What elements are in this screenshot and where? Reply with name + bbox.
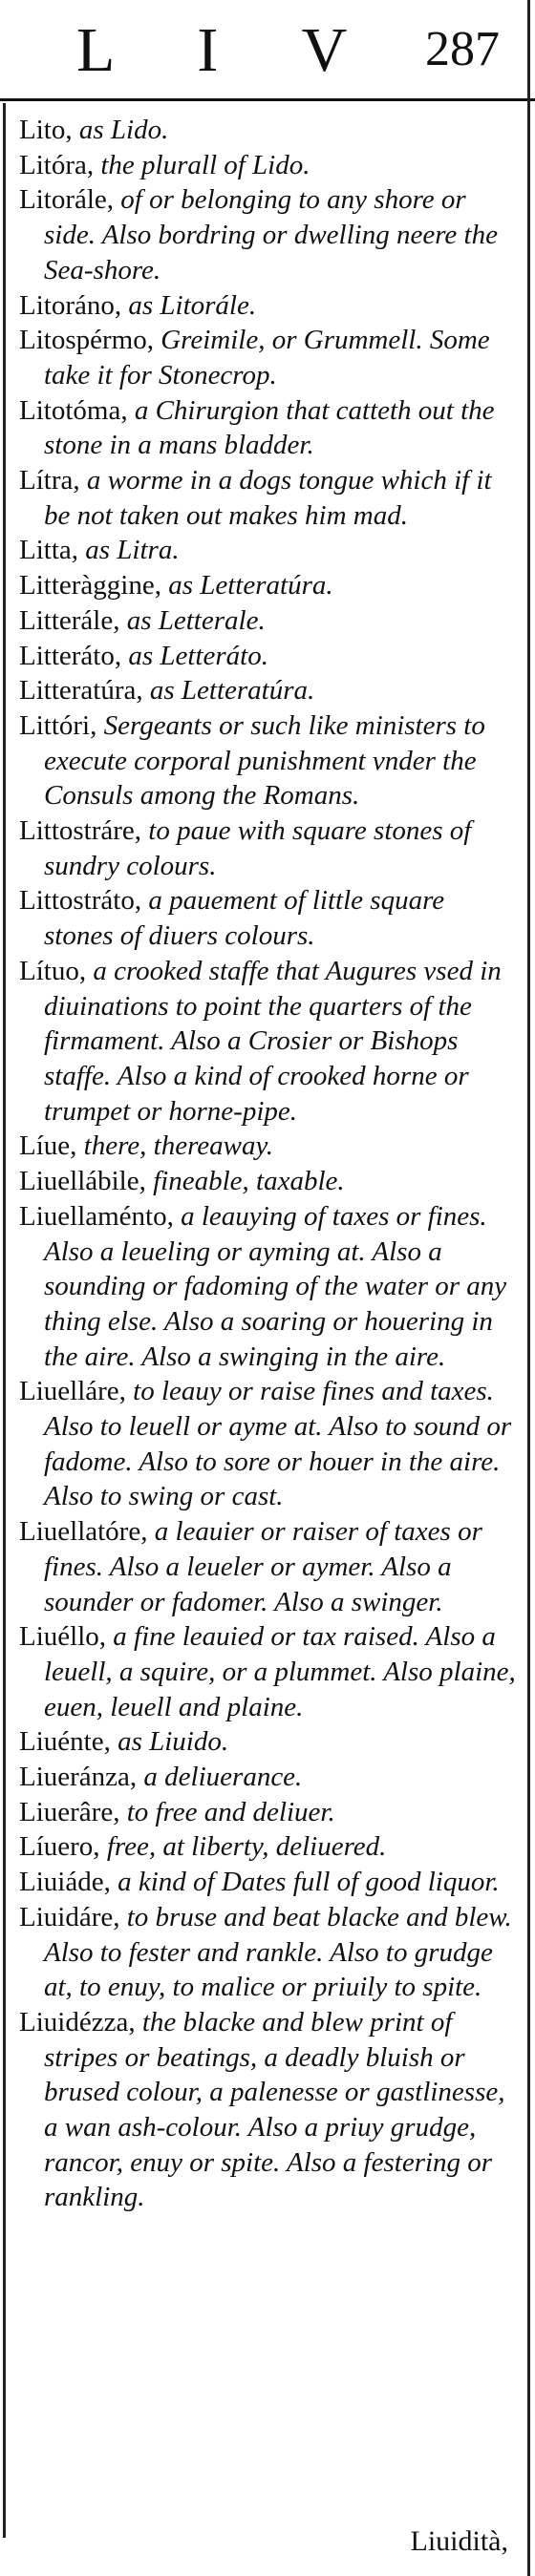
- dictionary-entry: [19, 182, 518, 287]
- headword: Liuéllo,: [19, 1621, 107, 1653]
- left-column-rule: [3, 103, 6, 2538]
- headword: Lítra,: [19, 465, 80, 496]
- definition: as Letteratúra.: [142, 675, 315, 707]
- definition: as Litorále.: [121, 289, 257, 321]
- dictionary-entry: [19, 1164, 518, 1199]
- definition: a leauying of taxes or fines. Also a leueling or ayming at. Also a sounding or fadoming of the water or any thing else. Also a soaring or houering in the aire. Also a swinging in the aire.: [44, 1200, 507, 1372]
- headword: Liuellábile,: [19, 1166, 146, 1197]
- dictionary-entry: [19, 954, 518, 1130]
- headword: Liuidézza,: [19, 2006, 136, 2038]
- dictionary-entry: [19, 533, 518, 568]
- definition: a kind of Dates full of good liquor.: [110, 1867, 500, 1898]
- dictionary-entry: [19, 288, 518, 324]
- headword: Littóri,: [19, 709, 97, 741]
- definition: as Letteráto.: [121, 640, 268, 671]
- definition: to paue with square stones of sundry colours.: [44, 815, 472, 881]
- headword: Lito,: [19, 115, 73, 145]
- definition: to free and deliuer.: [119, 1796, 335, 1827]
- definition: to leauy or raise fines and taxes. Also to leuell or ayme at. Also to sound or fadome. Also to sore or houer in the aire. Also to swing or cast.: [44, 1376, 512, 1512]
- dictionary-entry: [19, 1199, 518, 1375]
- running-head: L I V: [76, 15, 382, 85]
- dictionary-entry: [19, 639, 518, 674]
- definition: Sergeants or such like ministers to execute corporal punishment vnder the Consuls among the Romans.: [44, 709, 485, 812]
- dictionary-entry: [19, 673, 518, 708]
- headword: Litterále,: [19, 604, 120, 636]
- entry-list: [19, 113, 518, 2215]
- headword: Litospérmo,: [19, 325, 154, 356]
- headword: Litóra,: [19, 149, 95, 180]
- definition: a worme in a dogs tongue which if it be not taken out makes him mad.: [44, 465, 492, 531]
- definition: as Letteratúra.: [160, 570, 333, 602]
- headword: Liuénte,: [19, 1726, 111, 1758]
- headword: Liuidáre,: [19, 1901, 120, 1932]
- definition: as Letterale.: [119, 604, 266, 636]
- definition: a pauement of little square stones of diuers colours.: [44, 885, 445, 952]
- definition: as Liuido.: [110, 1726, 229, 1758]
- dictionary-entry: [19, 1724, 518, 1760]
- definition: a fine leauied or tax raised. Also a leuell, a squire, or a plummet. Also plaine, euen, leuell and plaine.: [44, 1621, 516, 1722]
- definition: fineable, taxable.: [145, 1166, 345, 1197]
- headword: Liuiáde,: [19, 1867, 111, 1898]
- catchword: Liuidità,: [410, 2525, 508, 2557]
- definition: Greimile, or Grummell. Some take it for Stonecrop.: [44, 325, 490, 391]
- dictionary-entry: [19, 1795, 518, 1830]
- dictionary-entry: [19, 113, 518, 148]
- dictionary-entry: [19, 1129, 518, 1164]
- headword: Líue,: [19, 1130, 77, 1162]
- dictionary-entry: [19, 1900, 518, 2005]
- definition: to bruse and beat blacke and blew. Also to fester and rankle. Also to grudge at, to enuy, to malice or priuily to spite.: [44, 1901, 512, 2003]
- headword: Litorále,: [19, 184, 115, 216]
- dictionary-entry: [19, 148, 518, 183]
- headword: Liueránza,: [19, 1762, 138, 1793]
- definition: a leauier or raiser of taxes or fines. Also a leueler or aymer. Also a sounder or fadomer. Also a swinger.: [44, 1516, 482, 1617]
- headword: Liuellaménto,: [19, 1200, 174, 1232]
- headword: Litoráno,: [19, 289, 122, 321]
- headword: Litotóma,: [19, 394, 128, 426]
- dictionary-entry: [19, 1865, 518, 1900]
- headword: Littostráto,: [19, 885, 142, 917]
- dictionary-entry: [19, 463, 518, 533]
- page-number: 287: [425, 22, 500, 76]
- definition: free, at liberty, deliuered.: [99, 1831, 387, 1863]
- headword: Littostráre,: [19, 815, 142, 847]
- dictionary-entry: [19, 323, 518, 392]
- headword: Liuellatóre,: [19, 1516, 148, 1548]
- dictionary-entry: [19, 393, 518, 463]
- dictionary-entry: [19, 1829, 518, 1865]
- dictionary-entry: [19, 1374, 518, 1514]
- dictionary-entry: [19, 603, 518, 639]
- dictionary-entry: [19, 1760, 518, 1795]
- dictionary-entry: [19, 708, 518, 813]
- headword: Litta,: [19, 535, 79, 566]
- definition: the blacke and blew print of stripes or beatings, a deadly bluish or brused colour, a palenesse or gastlinesse, a wan ash-colour. Also a priuy grudge, rancor, enuy or spite. Also a festering or rankling.: [44, 2006, 505, 2213]
- definition: a Chirurgion that catteth out the stone in a mans bladder.: [44, 394, 495, 461]
- definition: there, thereaway.: [76, 1130, 274, 1162]
- headword: Litteratúra,: [19, 675, 143, 707]
- definition: the plurall of Lido.: [94, 149, 310, 180]
- dictionary-entry: [19, 813, 518, 883]
- dictionary-entry: [19, 568, 518, 603]
- dictionary-entry: [19, 1514, 518, 1619]
- definition: a crooked staffe that Augures vsed in diuinations to point the quarters of the firmament. Also a Crosier or Bishops staffe. Also a kind of crooked horne or trumpet or horne-pipe.: [44, 955, 502, 1127]
- definition: a deliuerance.: [137, 1762, 303, 1793]
- headword: Liuerâre,: [19, 1796, 120, 1827]
- definition: of or belonging to any shore or side. Also bordring or dwelling neere the Sea-shore.: [44, 184, 498, 285]
- headword: Litteràggine,: [19, 570, 161, 602]
- right-column-rule: [527, 0, 530, 2576]
- headword: Líuero,: [19, 1831, 100, 1863]
- definition: as Lido.: [72, 115, 169, 145]
- dictionary-entry: [19, 883, 518, 953]
- definition: as Litra.: [78, 535, 180, 566]
- headword: Litteráto,: [19, 640, 122, 671]
- dictionary-entry: [19, 2005, 518, 2215]
- dictionary-entry: [19, 1619, 518, 1724]
- headword: Liuelláre,: [19, 1376, 126, 1407]
- header-rule: [0, 98, 535, 101]
- headword: Lítuo,: [19, 955, 87, 986]
